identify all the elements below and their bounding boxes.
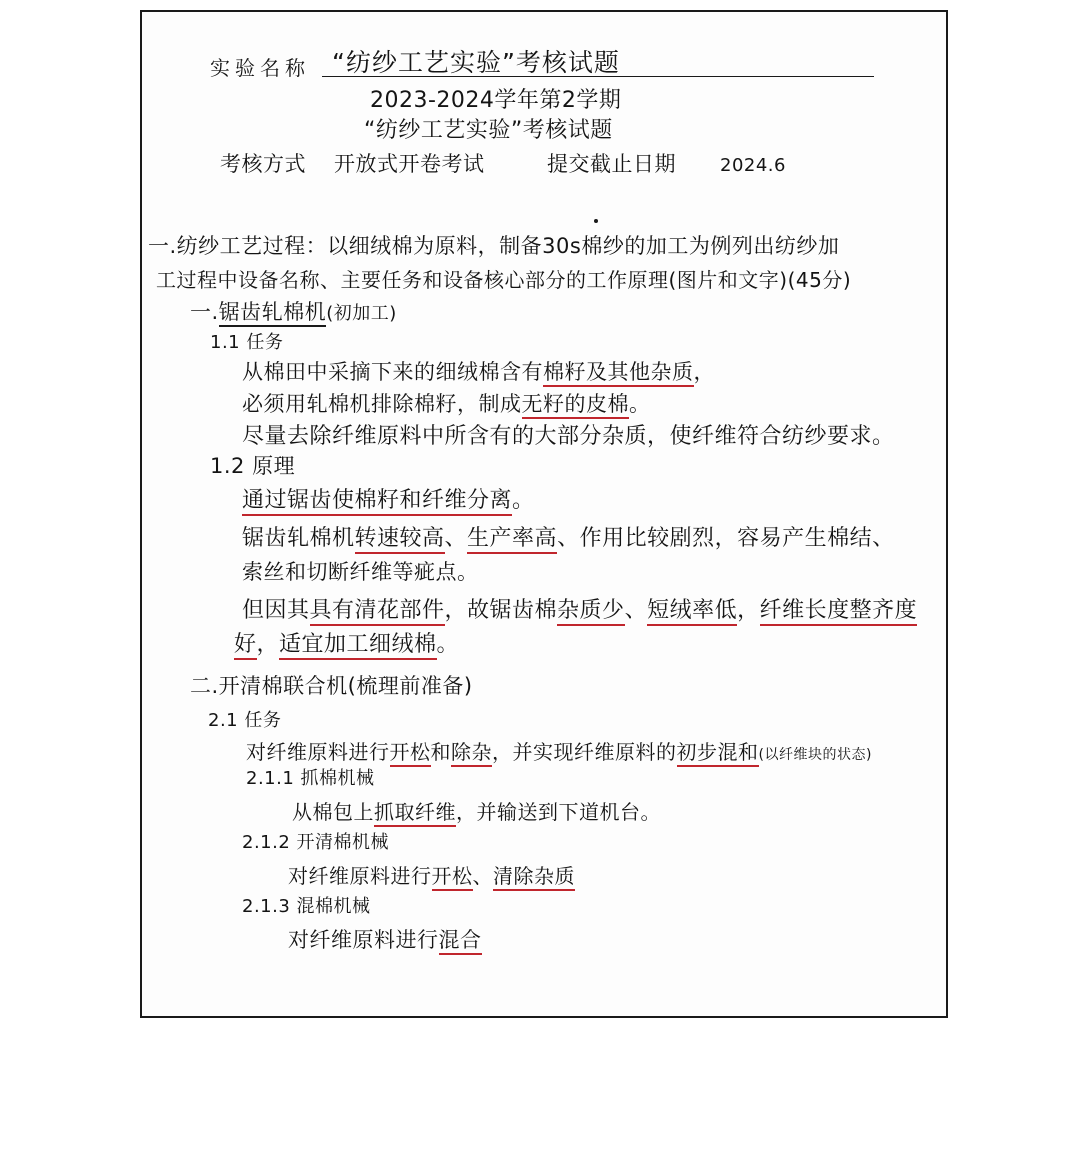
section2-sub2-line: 对纤维原料进行开松、清除杂质: [288, 866, 575, 886]
section2-sub3-line: 对纤维原料进行混合: [288, 930, 482, 951]
exam-method-label: 考核方式: [220, 152, 306, 176]
section1-principle-line-5: 好，适宜加工细绒棉。: [234, 634, 459, 656]
section2-task-heading: 2.1 任务: [208, 710, 282, 731]
deadline-value: 2024.6: [720, 155, 786, 176]
section2-task-line-1: 对纤维原料进行开松和除杂，并实现纤维原料的初步混和(以纤维块的状态): [246, 742, 872, 762]
section1-principle-heading: 1.2 原理: [210, 454, 296, 478]
section2-sub1-line: 从棉包上抓取纤维，并输送到下道机台。: [292, 802, 661, 822]
section2-heading: 二.开清棉联合机(梳理前准备): [190, 674, 473, 698]
section1-task-line-2: 必须用轧棉机排除棉籽，制成无籽的皮棉。: [242, 394, 651, 415]
section2-sub3-heading: 2.1.3 混棉机械: [242, 896, 371, 917]
term-line: 2023-2024学年第2学期: [370, 88, 622, 113]
section1-task-heading: 1.1 任务: [210, 332, 284, 353]
question-line-1: 一.纺纱工艺过程：以细绒棉为原料，制备30s棉纱的加工为例列出纺纱加: [148, 234, 840, 258]
section2-sub2-heading: 2.1.2 开清棉机械: [242, 832, 390, 853]
exam-method: 开放式开卷考试: [334, 152, 485, 176]
subtitle-line: “纺纱工艺实验”考核试题: [364, 118, 613, 143]
section1-principle-line-3: 索丝和切断纤维等疵点。: [242, 560, 479, 584]
ink-dot: [594, 219, 598, 223]
section2-sub1-heading: 2.1.1 抓棉机械: [246, 768, 375, 789]
experiment-title: “纺纱工艺实验”考核试题: [332, 48, 620, 77]
deadline-label: 提交截止日期: [547, 152, 676, 176]
section1-task-line-1: 从棉田中采摘下来的细绒棉含有棉籽及其他杂质，: [242, 362, 715, 383]
section1-principle-line-2: 锯齿轧棉机转速较高、生产率高、作用比较剧烈，容易产生棉结、: [242, 528, 895, 550]
exam-sheet: [140, 10, 948, 1018]
question-line-2: 工过程中设备名称、主要任务和设备核心部分的工作原理(图片和文字)(45分): [156, 268, 852, 292]
section1-heading: 一.锯齿轧棉机(初加工): [190, 302, 397, 323]
section1-task-line-3: 尽量去除纤维原料中所含有的大部分杂质，使纤维符合纺纱要求。: [242, 424, 895, 449]
section1-principle-line-4: 但因其具有清花部件，故锯齿棉杂质少、短绒率低，纤维长度整齐度: [242, 600, 917, 622]
experiment-name-label: 实验名称: [210, 56, 310, 80]
section1-principle-line-1: 通过锯齿使棉籽和纤维分离。: [242, 490, 535, 512]
